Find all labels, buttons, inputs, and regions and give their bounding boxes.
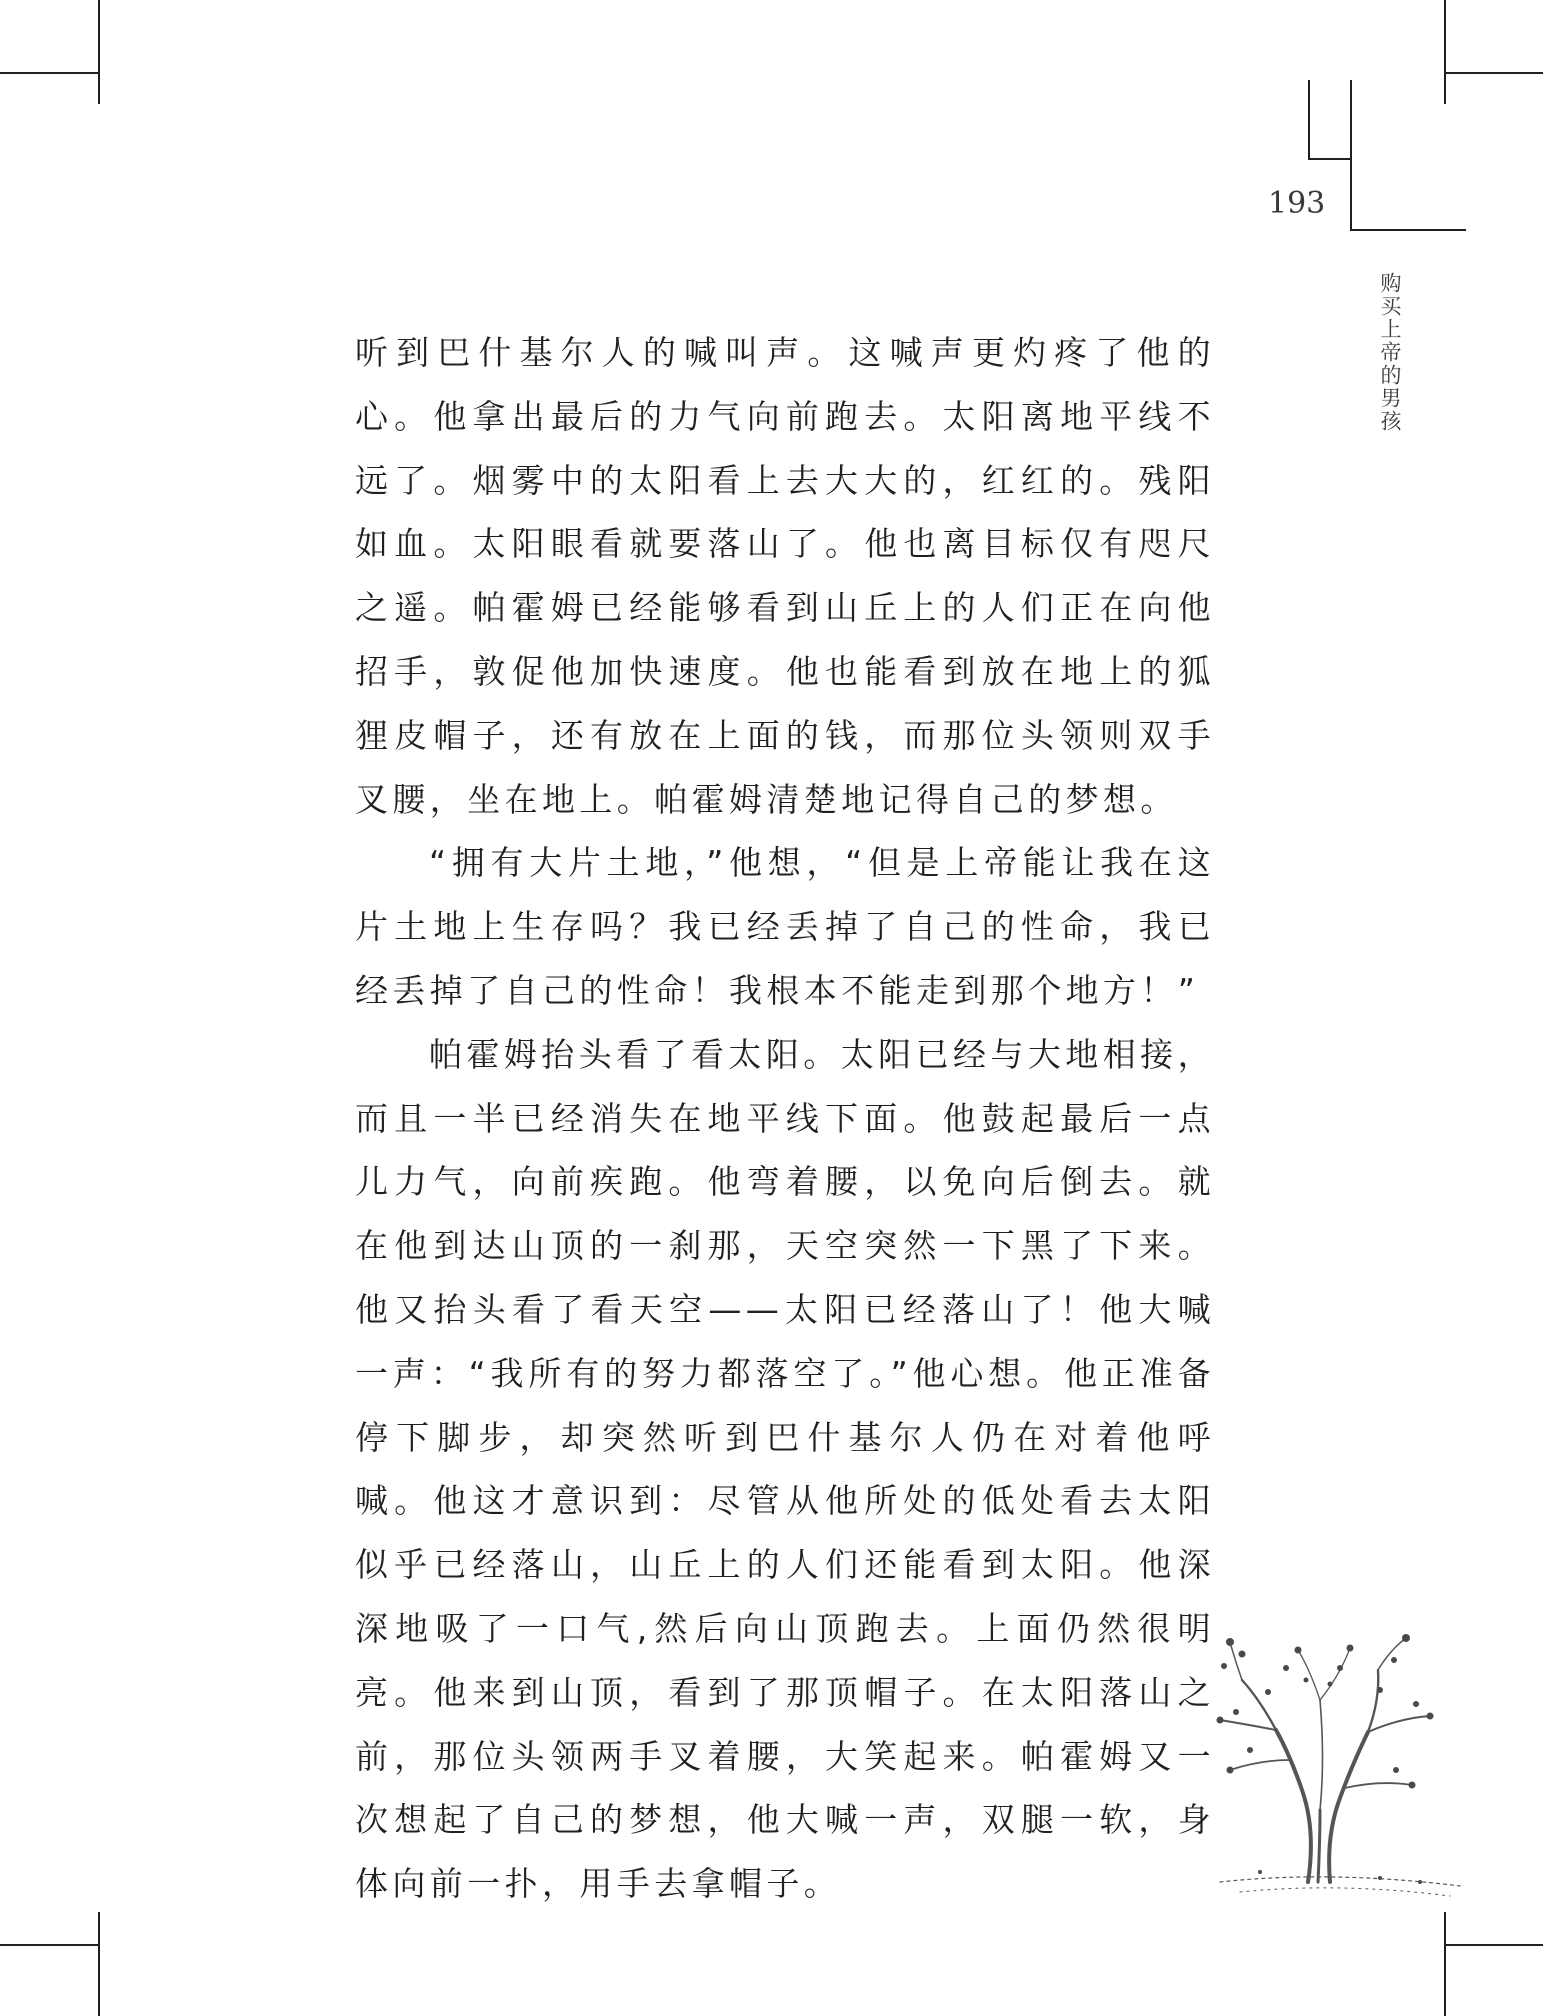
header-rule [1350, 80, 1352, 230]
header-rule [1350, 229, 1466, 231]
crop-mark [98, 0, 100, 104]
crop-mark [1444, 72, 1543, 74]
paragraph: 帕霍姆抬头看了看太阳。太阳已经与大地相接，而且一半已经消失在地平线下面。他鼓起最后一点儿力气，向前疾跑。他弯着腰，以免向后倒去。就在他到达山顶的一刹那，天空突然一下黑了下来。他又抬头看了看天空——太阳已经落山了！他大喊一声：“我所有的努力都落空了。”他心想。他正准备停下脚步，却突然听到巴什基尔人仍在对着他呼喊。他这才意识到：尽管从他所处的低处看去太阳似乎已经落山，山丘上的人们还能看到太阳。他深深地吸了一口气,然后向山顶跑去。上面仍然很明亮。他来到山顶，看到了那顶帽子。在太阳落山之前，那位头领两手叉着腰，大笑起来。帕霍姆又一次想起了自己的梦想，他大喊一声，双腿一软，身体向前一扑，用手去拿帽子。 [355, 1034, 1215, 1904]
header-rule [1308, 80, 1310, 158]
crop-mark [0, 1944, 98, 1946]
crop-mark [1444, 1912, 1446, 2016]
body-text [355, 321, 1215, 1916]
crop-mark [1444, 0, 1446, 104]
header-rule [1308, 158, 1350, 160]
tree-sketch-icon [1180, 1620, 1480, 1920]
paragraph: “拥有大片土地，”他想，“但是上帝能让我在这片土地上生存吗？我已经丢掉了自己的性命，我已经丢掉了自己的性命！我根本不能走到那个地方！” [355, 843, 1215, 1010]
page-number: 193 [1268, 186, 1326, 221]
crop-mark [1444, 1944, 1543, 1946]
paragraph: 听到巴什基尔人的喊叫声。这喊声更灼疼了他的心。他拿出最后的力气向前跑去。太阳离地平线不远了。烟雾中的太阳看上去大大的，红红的。残阳如血。太阳眼看就要落山了。他也离目标仅有咫尺之遥。帕霍姆已经能够看到山丘上的人们正在向他招手，敦促他加快速度。他也能看到放在地上的狐狸皮帽子，还有放在上面的钱，而那位头领则双手叉腰，坐在地上。帕霍姆清楚地记得自己的梦想。 [355, 333, 1215, 819]
running-title: 购买上帝的男孩 [1378, 272, 1402, 433]
crop-mark [0, 72, 98, 74]
crop-mark [98, 1912, 100, 2016]
